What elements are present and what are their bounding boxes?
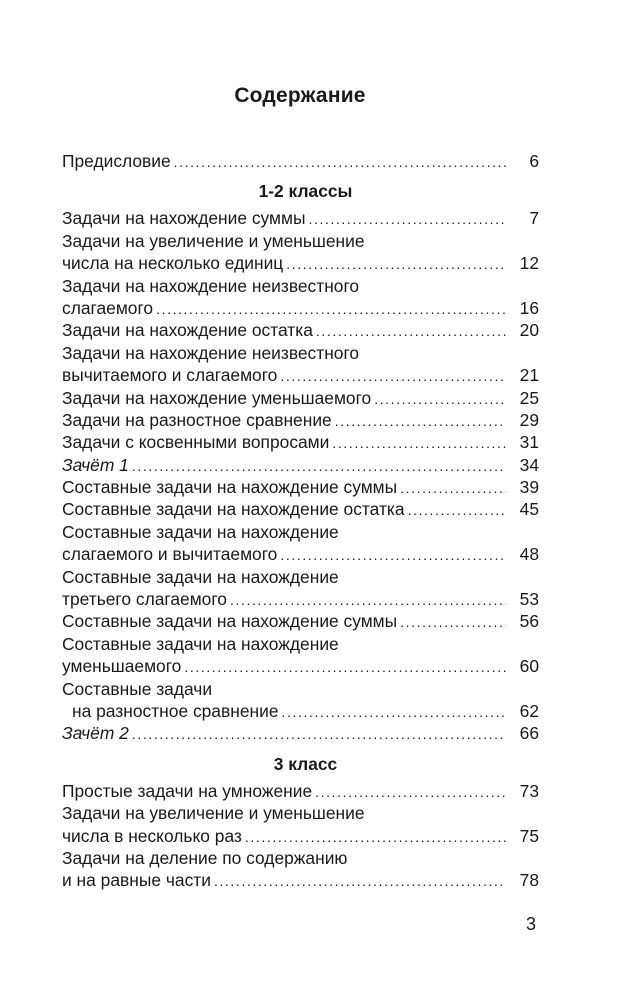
toc-entry-text: Составные задачи на нахождение xyxy=(62,633,339,654)
dot-leader xyxy=(214,870,506,892)
toc-entry xyxy=(62,319,539,341)
toc-entry-text: уменьшаемого xyxy=(62,656,182,677)
toc-page-number: 25 xyxy=(519,387,539,408)
dot-leader xyxy=(156,298,506,320)
toc-entry-text: числа в несколько раз xyxy=(62,825,242,846)
toc-page-number: 12 xyxy=(519,253,539,274)
toc-page-number: 75 xyxy=(519,825,539,846)
toc-entry-text: вычитаемого и слагаемого xyxy=(62,365,278,386)
toc-entry-text: Задачи на нахождение остатка xyxy=(62,320,313,341)
toc-entry xyxy=(62,454,539,476)
toc-entry-text: Задачи на увеличение и уменьшение xyxy=(62,803,365,824)
toc-entry-text: Задачи на нахождение суммы xyxy=(62,208,306,229)
toc-entry-text: слагаемого и вычитаемого xyxy=(62,544,278,565)
toc-entry xyxy=(62,610,539,632)
toc-entry-text: Задачи на нахождение неизвестного xyxy=(62,342,360,363)
toc-page-number: 78 xyxy=(519,870,539,891)
dot-leader xyxy=(316,320,506,342)
toc-page-number: 31 xyxy=(519,432,539,453)
dot-leader xyxy=(332,432,506,454)
dot-leader xyxy=(374,388,506,410)
dot-leader xyxy=(280,365,506,387)
toc-page-number: 48 xyxy=(519,544,539,565)
toc-entry-text: Составные задачи xyxy=(62,678,213,699)
toc-entry-text: на разностное сравнение xyxy=(72,700,279,721)
toc-entry xyxy=(62,700,539,722)
toc-entry-text: третьего слагаемого xyxy=(62,589,227,610)
toc-entry xyxy=(62,364,539,386)
toc-page-number: 56 xyxy=(519,611,539,632)
dot-leader xyxy=(174,151,506,173)
toc-page-number: 45 xyxy=(519,499,539,520)
toc-page-number: 60 xyxy=(519,656,539,677)
toc-entry xyxy=(62,825,539,847)
toc-page-number: 7 xyxy=(529,208,539,229)
dot-leader xyxy=(308,208,506,230)
toc-entry xyxy=(62,498,539,520)
dot-leader xyxy=(132,723,506,745)
toc-entry xyxy=(62,476,539,498)
toc-entry-text: слагаемого xyxy=(62,297,154,318)
toc-sections xyxy=(62,179,539,891)
toc-entry xyxy=(62,297,539,319)
toc-entry xyxy=(62,431,539,453)
toc-entry xyxy=(62,780,539,802)
page-number: 3 xyxy=(525,914,536,934)
toc-entry xyxy=(62,387,539,409)
toc-entry-text: Составные задачи на нахождение суммы xyxy=(62,477,398,498)
toc-entry-text: и на равные части xyxy=(62,870,211,891)
table-of-contents xyxy=(62,150,539,892)
toc-entry-text: Составные задачи на нахождение xyxy=(62,521,339,542)
toc-page-number: 21 xyxy=(519,365,539,386)
dot-leader xyxy=(245,826,506,848)
dot-leader xyxy=(230,589,506,611)
toc-entry-text: Предисловие xyxy=(62,151,171,171)
toc-entry xyxy=(62,722,539,744)
toc-entry-preface xyxy=(62,150,539,172)
toc-entry xyxy=(62,588,539,610)
dot-leader xyxy=(408,499,506,521)
toc-page-number: 62 xyxy=(519,700,539,721)
toc-page-number: 16 xyxy=(519,297,539,318)
toc-page-number: 66 xyxy=(519,723,539,744)
toc-entry-text: Составные задачи на нахождение xyxy=(62,566,339,587)
toc-entry-text: Задачи с косвенными вопросами xyxy=(62,432,330,453)
dot-leader xyxy=(184,656,506,678)
section-heading: 3 класс xyxy=(273,753,338,774)
dot-leader xyxy=(315,781,506,803)
toc-entry-text: числа на несколько единиц xyxy=(62,253,284,274)
toc-entry-text: Задачи на деление по содержанию xyxy=(62,847,348,868)
toc-entry-text: Задачи на разностное сравнение xyxy=(62,409,332,430)
toc-page-number: 6 xyxy=(529,151,539,171)
toc-entry-text: Задачи на увеличение и уменьшение xyxy=(62,230,365,251)
toc-entry xyxy=(62,869,539,891)
toc-entry xyxy=(62,543,539,565)
dot-leader xyxy=(335,410,506,432)
dot-leader xyxy=(282,701,507,723)
toc-entry-text: Зачёт 1 xyxy=(62,454,129,475)
toc-entry-text: Простые задачи на умножение xyxy=(62,780,313,801)
toc-page-number: 39 xyxy=(519,477,539,498)
toc-entry xyxy=(62,655,539,677)
toc-entry-text: Задачи на нахождение уменьшаемого xyxy=(62,387,372,408)
toc-page-number: 29 xyxy=(519,409,539,430)
toc-page-number: 73 xyxy=(519,780,539,801)
toc-entry xyxy=(62,409,539,431)
toc-entry-text: Составные задачи на нахождение остатка xyxy=(62,499,405,520)
toc-entry-text: Составные задачи на нахождение суммы xyxy=(62,611,398,632)
toc-page-number: 53 xyxy=(519,589,539,610)
toc-page-number: 20 xyxy=(519,320,539,341)
dot-leader xyxy=(400,611,506,633)
toc-entry xyxy=(62,252,539,274)
toc-entry-text: Зачёт 2 xyxy=(62,723,129,744)
section-heading: 1-2 классы xyxy=(258,181,353,202)
dot-leader xyxy=(132,455,506,477)
page-title: Содержание xyxy=(234,84,366,107)
dot-leader xyxy=(280,544,506,566)
dot-leader xyxy=(400,477,506,499)
dot-leader xyxy=(286,253,506,275)
toc-entry xyxy=(62,207,539,229)
toc-page-number: 34 xyxy=(519,454,539,475)
toc-entry-text: Задачи на нахождение неизвестного xyxy=(62,275,360,296)
